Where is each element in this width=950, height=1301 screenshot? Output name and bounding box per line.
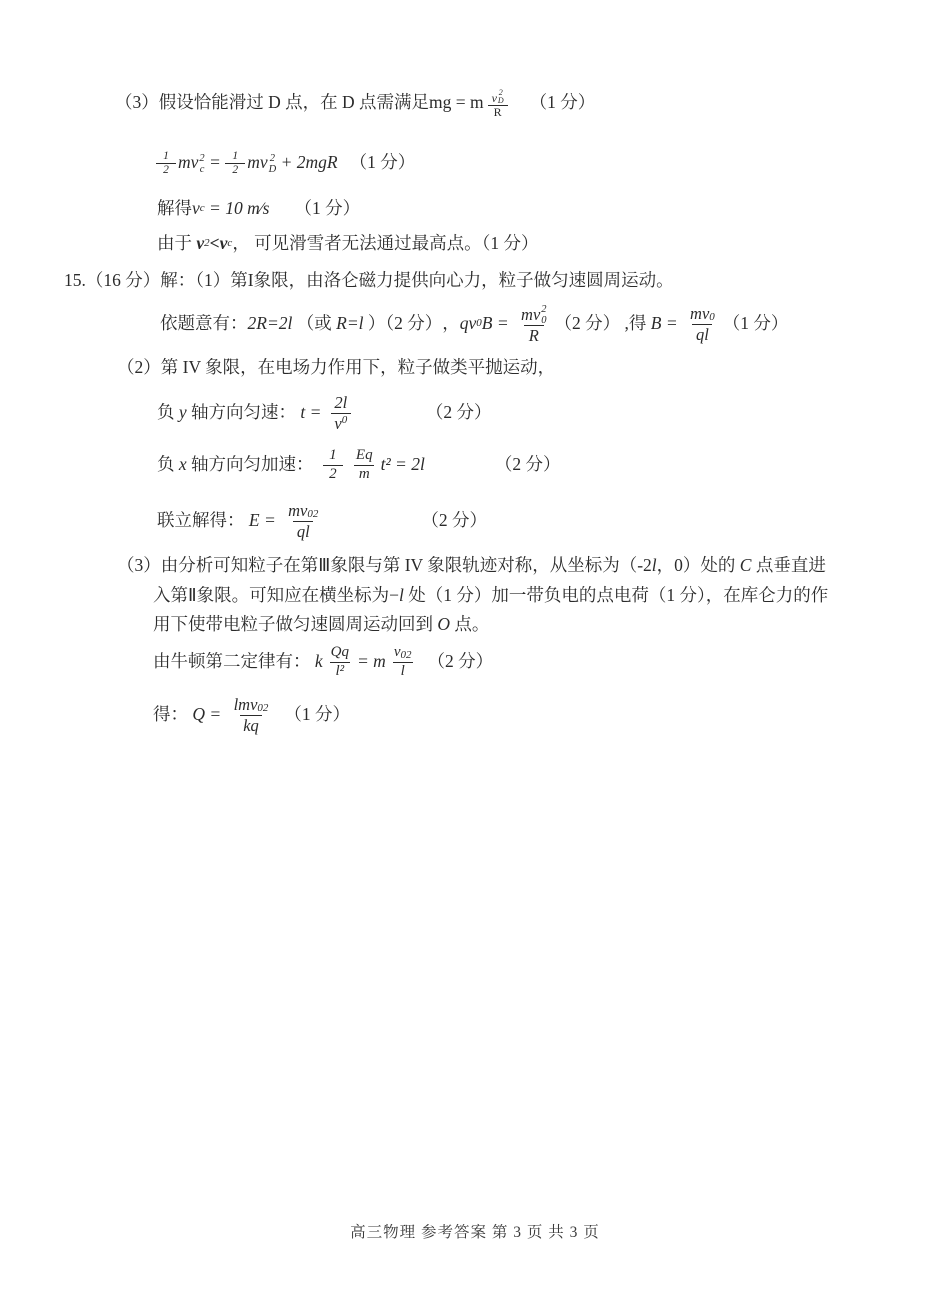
superscript: 2 <box>262 701 269 714</box>
math-term: Q = <box>192 704 226 725</box>
subscript: 0 <box>400 648 406 661</box>
subscript: D <box>497 96 504 106</box>
label-text: 由牛顿第二定律有： <box>153 651 315 672</box>
fraction-mv02-over-r <box>518 303 550 346</box>
superscript: 2 <box>269 152 276 164</box>
part2-text: （2）第 IV 象限，在电场力作用下，粒子做类平抛运动， <box>117 357 556 378</box>
math-term: mv <box>521 305 541 325</box>
label-text: 轴方向匀速： <box>186 402 301 423</box>
analysis-text: 点垂直进 <box>751 555 826 576</box>
subscript: D <box>268 164 277 175</box>
label-text: 联立解得： <box>157 510 249 531</box>
label-text: 得： <box>153 704 193 725</box>
q15-part3-paragraph-line2 <box>153 584 828 608</box>
math-term: = m <box>357 651 386 672</box>
superscript: 2 <box>498 87 503 97</box>
q14-item3-conclusion-line <box>157 230 539 258</box>
math-term: qv <box>459 313 477 334</box>
subscript: 0 <box>541 314 547 326</box>
math-var: v <box>196 233 205 254</box>
condition-text: （3）假设恰能滑过 D 点，在 D 点需满足mg = m <box>115 92 484 113</box>
math-term: mv <box>288 501 308 521</box>
q14-item3-condition-line <box>115 86 595 120</box>
subscript: c <box>199 164 205 175</box>
conclusion-text: 由于 <box>157 233 197 254</box>
score-label: （2 分） <box>425 402 492 423</box>
analysis-text: ，0）处的 <box>656 555 740 576</box>
math-term: R=l <box>336 313 364 334</box>
equals-sign: = <box>204 152 226 173</box>
math-term: B = <box>481 313 514 334</box>
math-term: mv <box>247 152 268 173</box>
denominator: 2 <box>323 465 343 483</box>
denominator: 2 <box>156 163 176 176</box>
supsub-stack <box>199 153 204 175</box>
math-var: C <box>739 555 752 576</box>
math-var: y <box>178 402 187 423</box>
math-var: x <box>178 454 187 475</box>
analysis-text: 处（1 分）加一带负电的点电荷（1 分），在库仑力的作 <box>403 585 829 606</box>
math-term: = 10 m∕s <box>204 198 270 219</box>
q15-part3-paragraph-line3 <box>153 613 489 637</box>
link-text: ,得 <box>620 313 651 334</box>
q15-part3-newton-law-line <box>153 638 493 686</box>
supsub-stack <box>541 304 546 326</box>
score-label: （1 分） <box>529 92 596 113</box>
q15-part3-paragraph-line1 <box>117 554 826 578</box>
question-15-heading: 15.（16 分）解：（1）第I象限，由洛仑磁力提供向心力，粒子做匀速圆周运动。 <box>64 270 674 291</box>
subscript: c <box>227 237 233 250</box>
score-label: （1 分） <box>284 704 351 725</box>
comma: ， <box>442 313 460 334</box>
subscript: 0 <box>341 413 348 426</box>
premise-text: 依题意有： <box>160 313 248 334</box>
q15-part2-x-direction-line <box>157 441 560 489</box>
q15-part2-heading-line <box>117 356 555 380</box>
math-var: v <box>491 91 497 105</box>
q15-part3-solve-q-line <box>153 689 350 741</box>
superscript: 2 <box>312 507 319 520</box>
label-text: 轴方向匀加速： <box>186 454 318 475</box>
subscript: 0 <box>257 701 263 714</box>
numerator: 1 <box>163 150 169 163</box>
q14-item3-energy-equation <box>156 141 415 185</box>
subscript: 0 <box>709 310 715 323</box>
fraction-one-half <box>225 150 245 175</box>
denominator: l² <box>330 662 350 680</box>
math-term: mv <box>178 152 199 173</box>
supsub-stack <box>269 153 277 175</box>
fraction-one-half <box>323 447 343 483</box>
analysis-text: 点。 <box>450 614 490 635</box>
superscript: 2 <box>406 648 412 661</box>
label-text: 负 <box>157 402 179 423</box>
less-than-sign: < <box>209 233 220 254</box>
fraction-mv0-over-ql <box>687 304 718 344</box>
math-term: E = <box>248 510 281 531</box>
math-term: mv <box>690 304 710 324</box>
q15-heading-line <box>64 269 674 293</box>
score-label: （1 分） <box>294 198 361 219</box>
superscript: 2 <box>199 152 205 164</box>
numerator: 1 <box>329 447 337 464</box>
score-label: （2 分） <box>554 313 621 334</box>
math-var: v <box>334 413 342 433</box>
q14-item3-result-line <box>157 196 360 222</box>
subscript: 0 <box>476 317 482 330</box>
superscript: 2 <box>541 303 547 315</box>
denominator: R <box>524 325 544 345</box>
score-label: （1 分） <box>722 313 789 334</box>
q15-part2-y-direction-line <box>157 388 491 438</box>
score-label: （1 分） <box>349 152 416 173</box>
numerator: 1 <box>232 150 239 163</box>
math-term: 2R=2l <box>247 313 293 334</box>
label-text: 负 <box>157 454 179 475</box>
math-var: l <box>651 555 657 576</box>
footer-text: 高三物理 参考答案 第 3 页 共 3 页 <box>350 1224 600 1241</box>
subscript: c <box>199 202 205 215</box>
score-label: ）（2 分） <box>363 313 443 334</box>
subscript: 0 <box>307 507 313 520</box>
math-term: lmv <box>233 695 258 715</box>
fraction-lmv02-over-kq <box>231 695 272 735</box>
subscript: 2 <box>204 237 210 250</box>
denominator: m <box>354 465 374 483</box>
math-var: l <box>398 585 404 606</box>
score-label: （2 分） <box>494 454 561 475</box>
math-term: t = <box>300 402 326 423</box>
alt-text: （或 <box>292 313 337 334</box>
math-term: t² = 2l <box>380 454 425 475</box>
math-var: O <box>437 614 451 635</box>
analysis-text: （3）由分析可知粒子在第Ⅲ象限与第 IV 象限轨迹对称，从坐标为（-2 <box>117 555 652 576</box>
math-term: B = <box>650 313 683 334</box>
denominator: ql <box>692 324 712 344</box>
math-var: v <box>393 644 401 661</box>
score-label: （2 分） <box>427 651 494 672</box>
q15-part1-equation-line <box>160 296 788 352</box>
numerator: Qq <box>330 644 349 661</box>
fraction-eq-over-m <box>353 447 376 483</box>
fraction-one-half <box>156 150 176 175</box>
analysis-text: 入第Ⅱ象限。可知应在横坐标为− <box>153 585 399 606</box>
fraction-qq-over-l2 <box>328 644 352 680</box>
denominator: 2 <box>225 163 245 176</box>
numerator: Eq <box>355 447 373 464</box>
score-label: （2 分） <box>421 510 487 531</box>
denominator: l <box>393 662 413 680</box>
numerator: 2l <box>334 393 348 413</box>
fraction-2l-over-v0 <box>331 393 351 433</box>
supsub-stack <box>498 89 504 106</box>
math-term: + 2mgR <box>276 152 338 173</box>
q15-part2-solve-e-line <box>157 494 487 548</box>
fraction-vd2-over-r <box>488 88 508 118</box>
conclusion-text: ， 可见滑雪者无法通过最高点。（1 分） <box>232 233 539 254</box>
fraction-mv02-over-ql <box>285 501 321 541</box>
analysis-text: 用下使带电粒子做匀速圆周运动回到 <box>153 614 438 635</box>
math-var: v <box>219 233 228 254</box>
fraction-v02-over-l <box>391 644 415 680</box>
math-var: R <box>488 105 508 119</box>
denominator: ql <box>293 521 313 541</box>
result-text: 解得 <box>157 198 192 219</box>
page-footer <box>0 1220 950 1242</box>
denominator: kq <box>240 715 262 735</box>
math-var: k <box>314 651 323 672</box>
math-var: v <box>192 198 200 219</box>
